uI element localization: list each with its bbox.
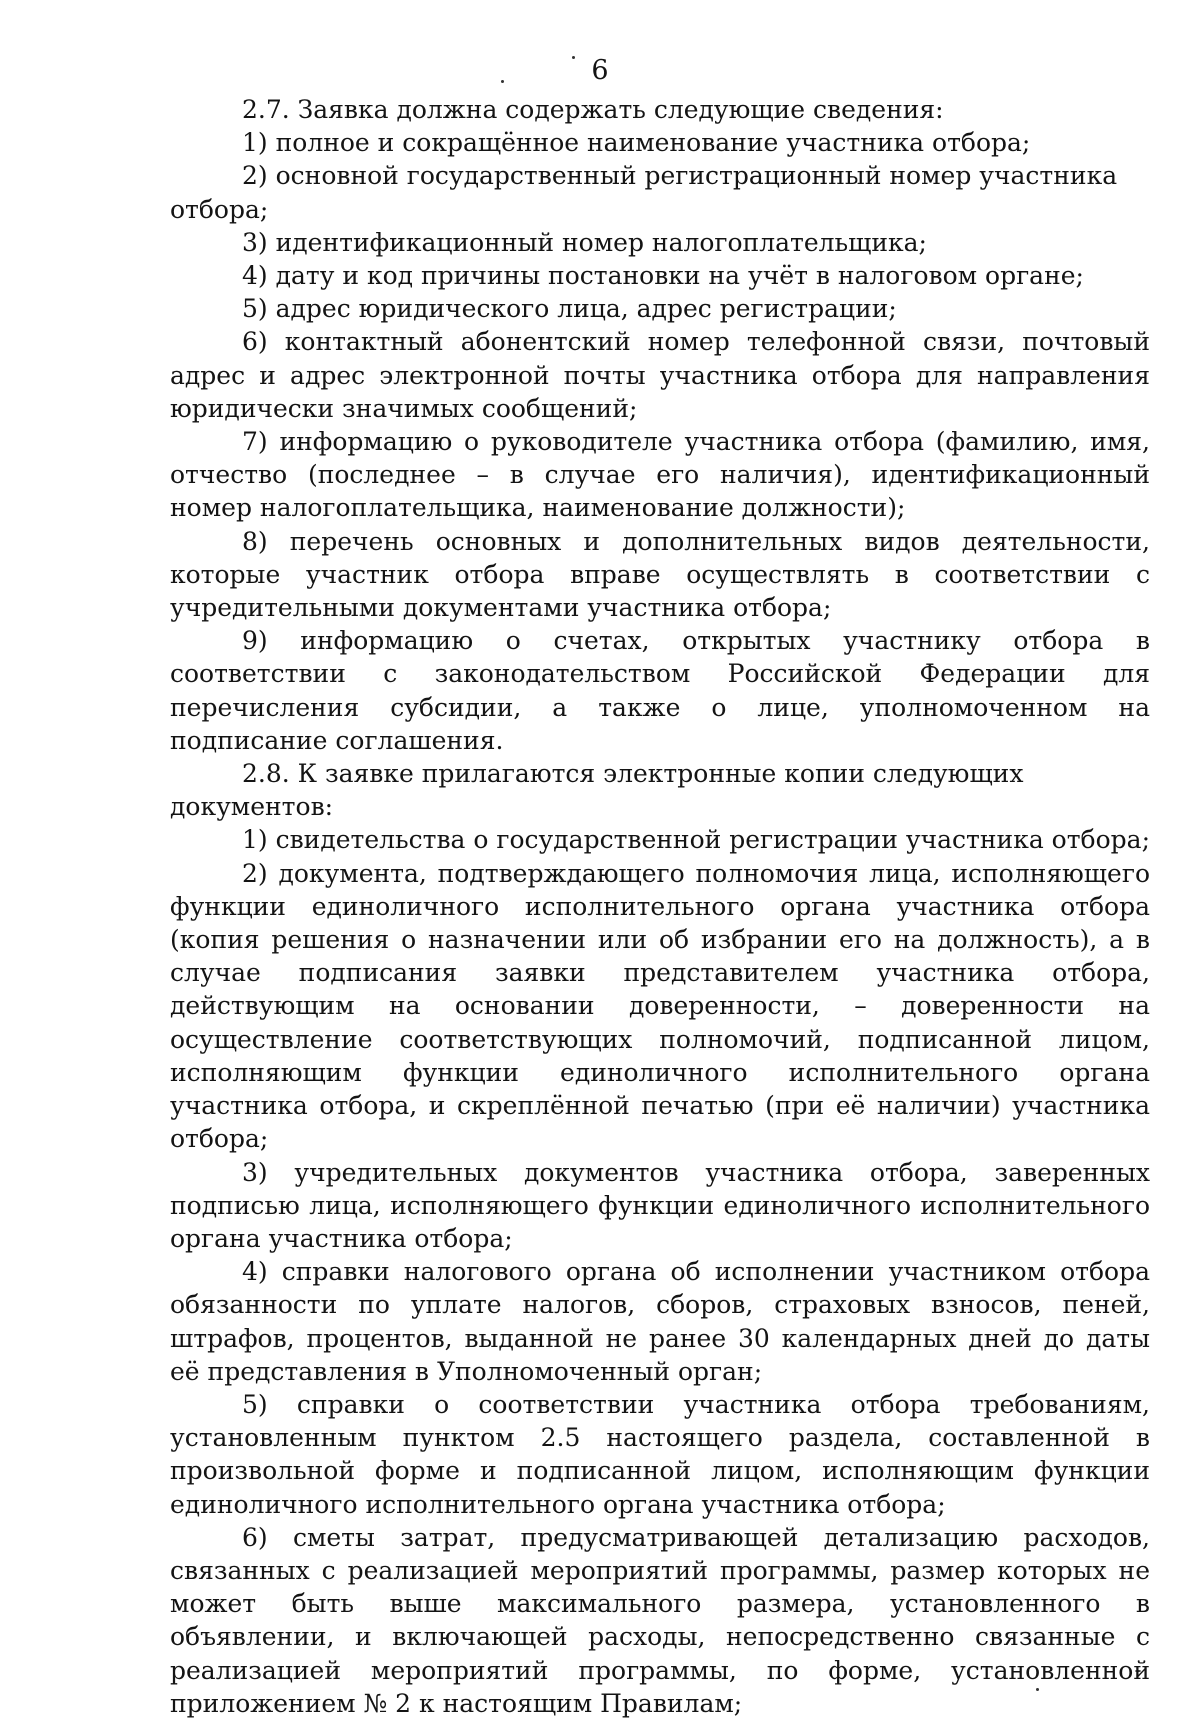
list-item: 3) учредительных документов участника отбора, заверенных подписью лица, исполняющего функции единоличного исполнительного органа участника отбора; [170,1157,1150,1253]
scan-speck [572,56,575,59]
list-item: 6) контактный абонентский номер телефонной связи, почтовый адрес и адрес электронной почты участника отбора для направления юридически значимых сообщений; [170,327,1150,423]
list-item: 4) справки налогового органа об исполнении участником отбора обязанности по уплате налогов, сборов, страховых взносов, пеней, штрафов, процентов, выданной не ранее 30 календарных дней до даты её представления в Уполномоченный орган; [170,1257,1150,1386]
list-item: 9) информацию о счетах, открытых участнику отбора в соответствии с законодательством Российской Федерации для перечисления субсидии, а также о лице, уполномоченном на подписание соглашения. [170,626,1150,755]
list-item: 1) полное и сокращённое наименование участника отбора; [242,128,1031,158]
scan-speck [501,80,504,83]
list-item: 2) основной государственный регистрационный номер участника отбора; [170,161,1118,224]
list-item: 2) документа, подтверждающего полномочия лица, исполняющего функции единоличного исполнительного органа участника отбора (копия решения о назначении или об избрании его на должность), а в случае подписания заявки представителем участника отбора, действующим на основании доверенности, – доверенности на осуществление соответствующих полномочий, подписанной лицом, исполняющим функции единоличного исполнительного органа участника отбора, и скреплённой печатью (при её наличии) участника отбора; [170,858,1150,1154]
document-body [170,93,1150,1720]
list-item: 5) справки о соответствии участника отбора требованиям, установленным пунктом 2.5 настоящего раздела, составленной в произвольной форме и подписанной лицом, исполняющим функции единоличного исполнительного органа участника отбора; [170,1389,1150,1519]
list-item: 1) свидетельства о государственной регистрации участника отбора; [242,825,1150,855]
section-heading-2-8: 2.8. К заявке прилагаются электронные копии следующих документов: [170,759,1024,822]
list-item: 7) информацию о руководителе участника отбора (фамилию, имя, отчество (последнее – в случае его наличия), идентификационный номер налогоплательщика, наименование должности); [170,427,1150,523]
list-item: 4) дату и код причины постановки на учёт в налоговом органе; [242,261,1084,291]
list-item: 8) перечень основных и дополнительных видов деятельности, которые участник отбора вправе осуществлять в соответствии с учредительными документами участника отбора; [170,526,1150,623]
list-item: 3) идентификационный номер налогоплательщика; [242,227,927,257]
page-number: 6 [591,55,609,86]
list-item: 6) сметы затрат, предусматривающей детализацию расходов, связанных с реализацией мероприятий программы, размер которых не может быть выше максимального размера, установленного в объявлении, и включающей расходы, непосредственно связанные с реализацией мероприятий программы, по форме, установленной приложением № 2 к настоящим Правилам; [170,1522,1150,1718]
section-heading-2-7: 2.7. Заявка должна содержать следующие сведения: [242,95,944,124]
list-item: 5) адрес юридического лица, адрес регистрации; [242,294,897,324]
